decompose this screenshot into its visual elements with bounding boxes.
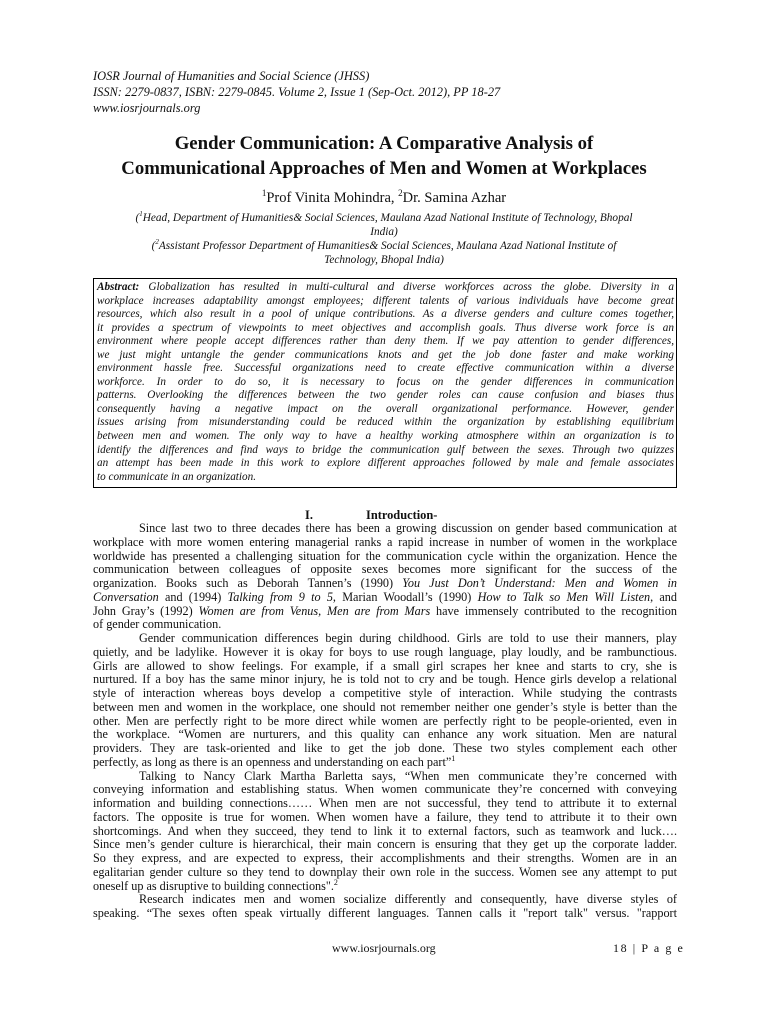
book-title: How to Talk so Men Will Listen: [477, 589, 651, 604]
journal-header: [93, 68, 693, 116]
abstract-line: it provides a spectrum of viewpoints to meet objectives and accomplish goals. Thus diverse work force is an: [97, 321, 674, 334]
body-line: style of interaction whereas boys develop a competitive style of interaction. While studying the contrasts: [93, 686, 677, 700]
affiliation-2-line-1: Assistant Professor Department of Humanities& Social Sciences, Maulana Azad National Institute of: [158, 239, 617, 252]
body-line: Conversation and (1994) Talking from 9 to 5, Marian Woodall’s (1990) How to Talk so Men Will Listen, and: [93, 589, 677, 604]
body-line: organization. Books such as Deborah Tannen’s (1990) You Just Don’t Understand: Men and Women in: [93, 576, 677, 590]
body-line-text: perfectly, as long as there is an openness and understanding on each part”: [93, 754, 452, 769]
body-line: Research indicates men and women socialize differently and consequently, have diverse styles of: [139, 892, 677, 907]
affiliation-1-marker: 1: [139, 210, 143, 218]
body-line: egalitarian gender culture so they tend to downplay their own role in the success. Women see any attempt to put: [93, 864, 677, 879]
page-number: 18 | P a g e: [613, 941, 685, 955]
author-2: Dr. Samina Azhar: [402, 189, 507, 206]
journal-url[interactable]: www.iosrjournals.org: [93, 101, 201, 115]
book-title: You Just Don’t Understand: Men and Women in: [402, 576, 677, 590]
abstract-line: to communicate in an organization.: [97, 470, 256, 483]
affiliation-2: [92, 235, 676, 267]
abstract-text: Globalization has resulted in multi-cultural and diverse workforces across the globe. Diversity in a: [139, 281, 674, 293]
footnote-ref-1[interactable]: 1: [451, 753, 456, 763]
body-line: information and building connections…… When men are not successful, they tend to attribute it to external: [93, 796, 677, 810]
abstract-line: consequently having a negative impact on the overall organizational performance. However, gender: [97, 402, 674, 415]
body-line: communication between colleagues of opposite sexes becomes more significant for the success of the: [93, 562, 677, 577]
body-line: Gender communication differences begin during childhood. Girls are told to use their manners, play: [139, 631, 677, 645]
abstract-line: between men and women. The only way to have a healthy working atmosphere within an organization is to: [97, 430, 674, 443]
title-line-2: Communicational Approaches of Men and Women at Workplaces: [121, 158, 647, 179]
abstract-line: workforce. In order to do so, it is necessary to focus on the gender differences in communication: [97, 375, 674, 388]
abstract-line: issues arising from misunderstanding could be reduced within the organization by establishing equilibrium: [97, 416, 674, 429]
body-line-text: oneself up as disruptive to building connections".: [93, 878, 334, 893]
book-title: Talking from 9 to 5: [227, 589, 333, 604]
body-line: speaking. “The sexes often speak virtually different languages. Tannen calls it "report talk" versus. "rapport: [93, 906, 677, 920]
body-line: nurtured. If a boy has the same minor injury, he is told not to cry and be tough. Hence girls develop a relational: [93, 672, 677, 687]
body-line: Since men’s gender culture is hierarchical, their main concern is ensuring that they get up the corporate ladder.: [93, 837, 677, 852]
body-line: workplace with more women entering managerial ranks a rapid increase in number of women in the workplace: [93, 534, 677, 549]
abstract-line: an attempt has been made in this work to explore different approaches followed by male and female associates: [97, 457, 674, 470]
book-title: Conversation: [93, 589, 159, 604]
abstract-line: identify the differences and find ways to bridge the communication gulf between the sexes. Through two quizzes: [97, 443, 674, 456]
affiliation-2-paren: (: [151, 239, 156, 252]
body-line: between men and women in the workplace, one should not remember neither one gender’s style is better than the: [93, 699, 677, 714]
body-line: worldwide has presented a challenging situation for the communication cycle within the organization. Hence the: [93, 548, 677, 563]
section-number: I.: [305, 508, 313, 522]
abstract-line: workplace increases adaptability amongst employees; different talents of various individuals have become great: [97, 294, 674, 307]
footer-url[interactable]: www.iosrjournals.org: [332, 941, 436, 955]
affiliation-1: [92, 207, 676, 239]
affiliation-1-line-1: Head, Department of Humanities& Social Sciences, Maulana Azad National Institute of Technology, Bhopal: [142, 211, 633, 224]
author-2-marker: 2: [398, 188, 403, 198]
body-line: other. Men are perfectly right to be more direct while women are perfectly right to be people-oriented, even in: [93, 713, 677, 728]
body-line: quietly, and be ladylike. However it is okay for boys to use rough language, play loudly, and be rambunctious.: [93, 644, 677, 659]
affiliation-2-line-2: Technology, Bhopal India): [324, 253, 444, 266]
body-line: [93, 877, 677, 894]
footnote-ref-2[interactable]: 2: [333, 877, 338, 887]
section-heading: Introduction-: [366, 508, 438, 522]
journal-issn: ISSN: 2279-0837, ISBN: 2279-0845. Volume 2, Issue 1 (Sep-Oct. 2012), PP 18-27: [93, 85, 501, 99]
abstract-line: we just might untangle the gender communications knots and get the job done faster and make working: [97, 348, 674, 361]
author-1-marker: 1: [261, 188, 267, 198]
book-title: Women are from Venus, Men are from Mars: [198, 603, 431, 618]
affiliation-1-line-2: India): [370, 225, 398, 238]
body-line: conveying information and establishing status. When women communicate they’re concerned with conveying: [93, 782, 677, 797]
affiliation-1-paren: (: [135, 211, 140, 224]
body-line: Talking to Nancy Clark Martha Barletta says, “When men communicate they’re concerned with: [139, 768, 677, 783]
journal-name: IOSR Journal of Humanities and Social Science (JHSS): [93, 69, 370, 83]
abstract-box: [93, 278, 677, 488]
body-line: providers. They are task-oriented and like to get the job done. These two styles complement each other: [93, 741, 677, 755]
body-line: John Gray’s (1992) Women are from Venus, Men are from Mars have immensely contributed to the recognition: [93, 603, 677, 618]
introduction-body: [93, 522, 677, 921]
author-1: Prof Vinita Mohindra,: [266, 189, 399, 206]
body-line: [93, 753, 677, 770]
abstract-label: Abstract:: [97, 281, 140, 293]
affiliation-2-marker: 2: [155, 238, 159, 246]
paper-title: [80, 131, 688, 181]
abstract-line: patterns. Overlooking the differences between the two gender roles can cause confusion and biases thus: [97, 389, 674, 402]
abstract-line: [97, 281, 674, 295]
body-line: the workplace. “Women are nurturers, and this quality can enhance any work situation. Men are natural: [93, 727, 677, 742]
author-list: [80, 184, 688, 207]
body-line: Girls are allowed to show feelings. For example, if a small girl scrapes her knee and starts to cry, she is: [93, 658, 677, 673]
abstract-line: environment hassle free. Successful organizations need to create effective communication within a diverse: [97, 362, 674, 375]
abstract-line: resources, which also result in a pool of unique contributions. As a diverse genders and culture comes together,: [97, 308, 674, 321]
abstract-line: environment where people accept differences rather than deny them. If we pay attention to gender differences,: [97, 335, 674, 348]
body-line: shortcomings. And when they succeed, they tend to link it to external factors, such as teamwork and luck….: [93, 823, 677, 838]
body-line: Since last two to three decades there has been a growing discussion on gender based communication at: [139, 521, 677, 535]
body-line: of gender communication.: [93, 617, 222, 632]
title-line-1: Gender Communication: A Comparative Analysis of: [174, 133, 594, 154]
body-line: So they express, and are expected to express, their accomplishments and their strengths. Women are in an: [93, 851, 677, 865]
body-line: factors. The opposite is true for women. When women have a failure, they tend to attribute it to their own: [93, 809, 677, 824]
